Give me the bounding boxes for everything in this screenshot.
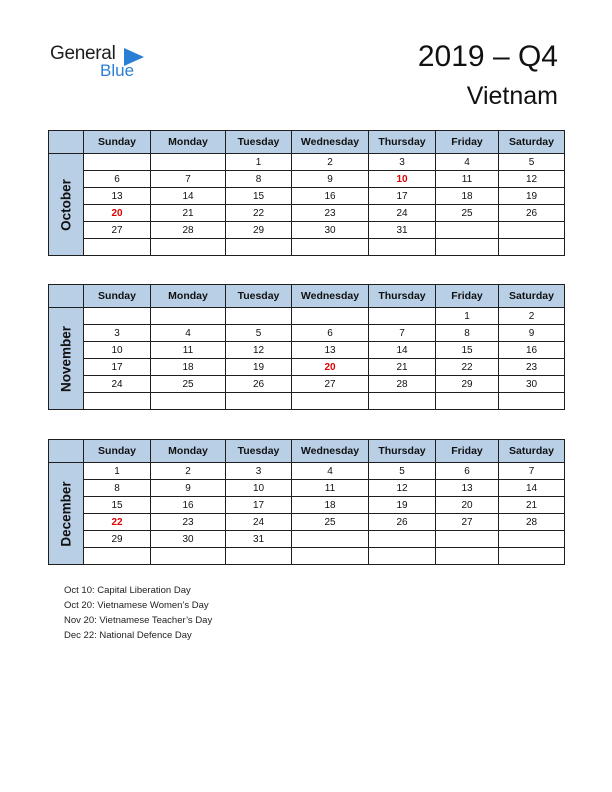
day-cell [226,393,292,410]
day-cell: 1 [84,463,151,480]
weekday-header: Friday [436,285,499,308]
day-cell: 21 [151,205,226,222]
day-cell: 9 [499,325,565,342]
day-cell: 3 [369,154,436,171]
day-cell: 18 [151,359,226,376]
day-cell: 12 [226,342,292,359]
weekday-header: Sunday [84,440,151,463]
month-table [48,130,565,256]
day-cell [151,548,226,565]
holiday-note: Oct 20: Vietnamese Women’s Day [64,600,209,611]
weekday-header: Wednesday [292,440,369,463]
weekday-header: Saturday [499,131,565,154]
day-cell: 27 [436,514,499,531]
weekday-header: Thursday [369,285,436,308]
holiday-note: Dec 22: National Defence Day [64,630,192,641]
day-cell: 20 [436,497,499,514]
day-cell: 30 [292,222,369,239]
day-cell: 1 [436,308,499,325]
day-cell: 9 [292,171,369,188]
weekday-header: Tuesday [226,131,292,154]
day-cell: 20 [84,205,151,222]
day-cell [499,531,565,548]
week-row [49,548,565,565]
day-cell: 27 [292,376,369,393]
day-cell: 16 [292,188,369,205]
week-row [49,188,565,205]
day-cell: 17 [369,188,436,205]
day-cell [436,531,499,548]
weekday-header: Saturday [499,440,565,463]
day-cell: 29 [436,376,499,393]
day-cell: 11 [151,342,226,359]
day-cell: 19 [499,188,565,205]
month-label-cell [49,463,84,565]
day-cell: 24 [226,514,292,531]
day-cell: 23 [151,514,226,531]
month-label-cell [49,154,84,256]
week-row [49,376,565,393]
day-cell [226,239,292,256]
month-label-cell [49,308,84,410]
weekday-header: Thursday [369,131,436,154]
day-cell: 6 [84,171,151,188]
day-cell [499,222,565,239]
month-name: October [58,178,74,231]
weekday-header: Tuesday [226,285,292,308]
day-cell [226,548,292,565]
day-cell: 10 [84,342,151,359]
page-title: 2019 – Q4 [417,40,558,73]
day-cell: 12 [499,171,565,188]
day-cell: 13 [84,188,151,205]
month-table [48,439,565,565]
day-cell [436,548,499,565]
day-cell: 14 [499,480,565,497]
day-cell [84,548,151,565]
week-row [49,393,565,410]
day-cell [151,239,226,256]
week-row [49,325,565,342]
day-cell [292,239,369,256]
day-cell: 8 [226,171,292,188]
day-cell: 26 [499,205,565,222]
month-calendar-november [48,284,564,410]
day-cell: 21 [499,497,565,514]
week-row [49,463,565,480]
day-cell: 28 [151,222,226,239]
day-cell: 13 [292,342,369,359]
weekday-header: Friday [436,131,499,154]
day-cell: 13 [436,480,499,497]
day-cell [151,154,226,171]
weekday-header: Thursday [369,440,436,463]
day-cell [499,393,565,410]
header-corner [49,440,84,463]
day-cell: 18 [436,188,499,205]
month-table [48,284,565,410]
day-cell: 2 [292,154,369,171]
day-cell: 30 [499,376,565,393]
day-cell: 8 [84,480,151,497]
weekday-header: Monday [151,285,226,308]
weekday-header: Saturday [499,285,565,308]
day-cell: 6 [292,325,369,342]
day-cell: 27 [84,222,151,239]
day-cell: 22 [436,359,499,376]
day-cell: 28 [369,376,436,393]
day-cell: 12 [369,480,436,497]
day-cell: 22 [226,205,292,222]
day-cell: 16 [499,342,565,359]
weekday-header: Monday [151,131,226,154]
week-row [49,480,565,497]
day-cell: 7 [151,171,226,188]
day-cell: 29 [226,222,292,239]
day-cell [151,308,226,325]
day-cell: 11 [436,171,499,188]
weekday-header: Friday [436,440,499,463]
day-cell: 9 [151,480,226,497]
logo [50,43,135,80]
day-cell [436,222,499,239]
day-cell [369,531,436,548]
day-cell: 8 [436,325,499,342]
day-cell: 7 [499,463,565,480]
weekday-header: Wednesday [292,285,369,308]
day-cell [84,308,151,325]
week-row [49,342,565,359]
day-cell: 3 [226,463,292,480]
day-cell: 31 [369,222,436,239]
day-cell: 5 [226,325,292,342]
day-cell [369,308,436,325]
day-cell: 19 [369,497,436,514]
day-cell: 26 [369,514,436,531]
day-cell: 10 [226,480,292,497]
day-cell: 4 [151,325,226,342]
week-row [49,222,565,239]
day-cell [292,548,369,565]
day-cell: 17 [84,359,151,376]
day-cell: 17 [226,497,292,514]
month-calendar-december [48,439,564,565]
day-cell: 21 [369,359,436,376]
day-cell: 1 [226,154,292,171]
day-cell [84,239,151,256]
weekday-header: Wednesday [292,131,369,154]
logo-blue-text: Blue [100,61,135,80]
day-cell: 29 [84,531,151,548]
day-cell [292,531,369,548]
weekday-header: Tuesday [226,440,292,463]
day-cell [292,308,369,325]
day-cell: 24 [84,376,151,393]
day-cell: 31 [226,531,292,548]
day-cell: 28 [499,514,565,531]
month-name: November [58,325,74,392]
day-cell: 23 [292,205,369,222]
day-cell: 14 [151,188,226,205]
day-cell [436,239,499,256]
logo-general-text: General [50,43,116,64]
day-cell [151,393,226,410]
week-row [49,205,565,222]
day-cell [292,393,369,410]
holiday-note: Oct 10: Capital Liberation Day [64,585,191,596]
day-cell: 3 [84,325,151,342]
week-row [49,514,565,531]
weekday-header: Monday [151,440,226,463]
day-cell [369,393,436,410]
day-cell [499,239,565,256]
day-cell [499,548,565,565]
week-row [49,154,565,171]
week-row [49,497,565,514]
day-cell [226,308,292,325]
day-cell: 14 [369,342,436,359]
day-cell: 22 [84,514,151,531]
day-cell: 30 [151,531,226,548]
day-cell: 16 [151,497,226,514]
week-row [49,239,565,256]
country-name: Vietnam [466,82,558,110]
day-cell: 19 [226,359,292,376]
day-cell [369,239,436,256]
day-cell: 26 [226,376,292,393]
day-cell [84,393,151,410]
day-cell: 5 [369,463,436,480]
weekday-header: Sunday [84,131,151,154]
day-cell: 25 [292,514,369,531]
holiday-note: Nov 20: Vietnamese Teacher’s Day [64,615,213,626]
day-cell: 6 [436,463,499,480]
header-corner [49,131,84,154]
day-cell [84,154,151,171]
day-cell: 11 [292,480,369,497]
week-row [49,171,565,188]
month-calendar-october [48,130,564,256]
day-cell: 15 [226,188,292,205]
week-row [49,308,565,325]
day-cell: 15 [84,497,151,514]
day-cell: 20 [292,359,369,376]
weekday-header: Sunday [84,285,151,308]
header-corner [49,285,84,308]
day-cell: 25 [151,376,226,393]
day-cell: 7 [369,325,436,342]
day-cell: 25 [436,205,499,222]
month-name: December [58,480,74,547]
day-cell: 2 [151,463,226,480]
day-cell: 18 [292,497,369,514]
holiday-notes [64,583,212,643]
day-cell: 4 [292,463,369,480]
day-cell: 4 [436,154,499,171]
day-cell [369,548,436,565]
day-cell: 15 [436,342,499,359]
day-cell [436,393,499,410]
day-cell: 5 [499,154,565,171]
day-cell: 23 [499,359,565,376]
day-cell: 2 [499,308,565,325]
day-cell: 24 [369,205,436,222]
day-cell: 10 [369,171,436,188]
week-row [49,359,565,376]
week-row [49,531,565,548]
